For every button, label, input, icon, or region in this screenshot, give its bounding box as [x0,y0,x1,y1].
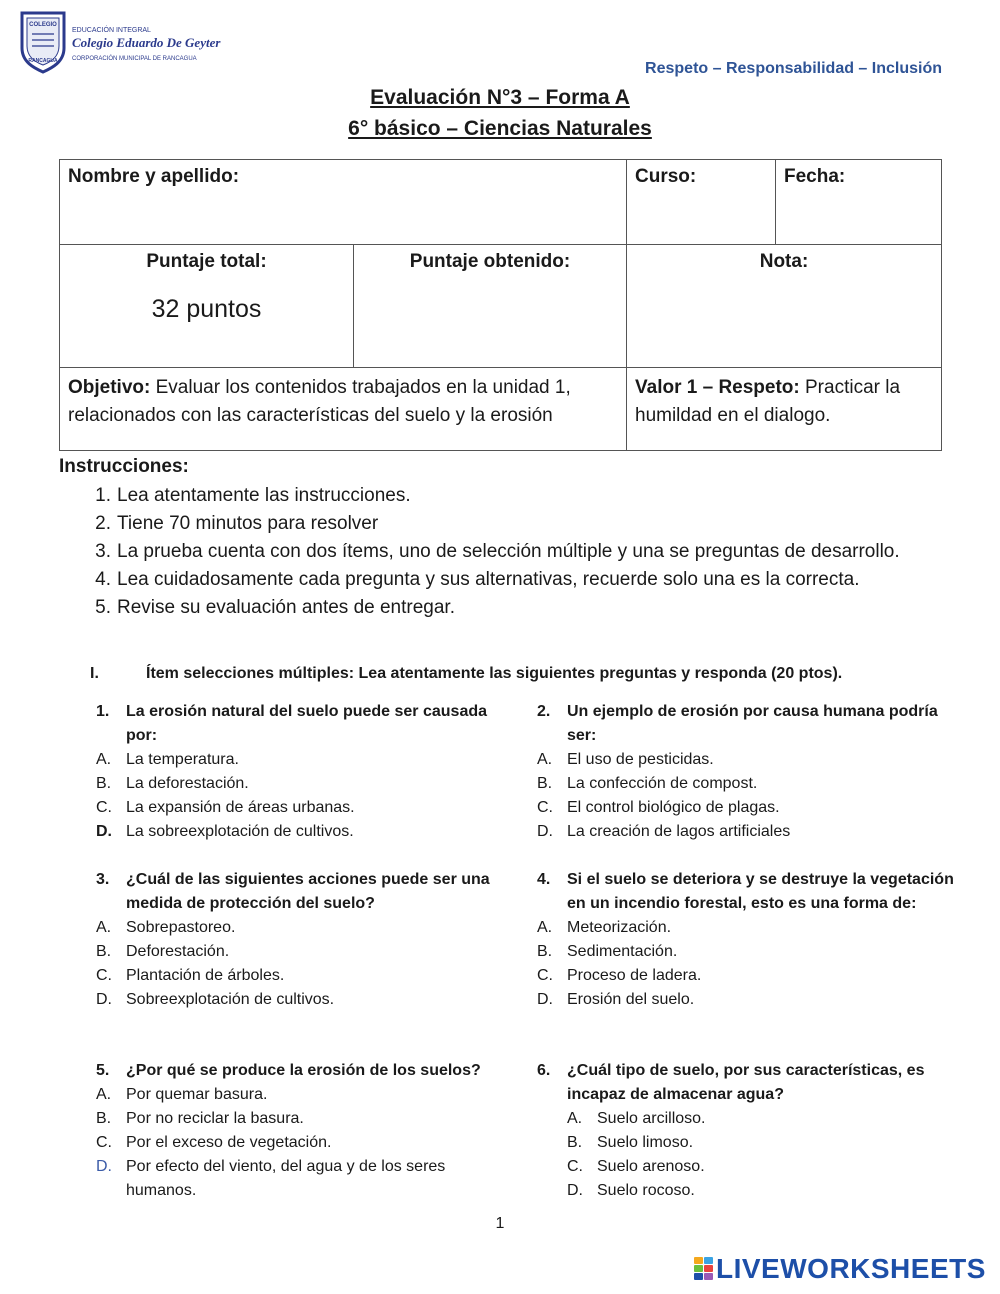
option-d[interactable] [537,988,957,1012]
course-label: Curso: [635,166,697,187]
option-a[interactable] [537,916,957,940]
option-text: Sobrepastoreo. [126,919,236,936]
option-text: Por no reciclar la basura. [126,1110,304,1127]
option-text: La deforestación. [126,775,249,792]
instruction-text: La prueba cuenta con dos ítems, uno de selección múltiple y una se preguntas de desarrollo. [117,541,900,562]
option-text: La sobreexplotación de cultivos. [126,823,354,840]
option-letter: D. [96,1158,112,1175]
date-label: Fecha: [784,166,846,187]
option-d[interactable] [537,820,957,844]
option-b[interactable] [537,1131,957,1155]
page-title: Evaluación N°3 – Forma A [370,86,630,109]
obtained-score-label: Puntaje obtenido: [409,251,571,272]
option-letter: B. [537,775,553,792]
option-letter: C. [537,799,553,816]
option-text: Deforestación. [126,943,230,960]
question-number: 3. [96,871,110,888]
option-letter: A. [96,751,112,768]
option-text: La temperatura. [126,751,239,768]
page-subtitle: 6° básico – Ciencias Naturales [348,117,652,140]
total-score-cell [60,245,354,368]
instruction-number: 3. [95,541,111,562]
question-number: 6. [537,1062,551,1079]
option-letter: D. [96,991,112,1008]
name-field[interactable] [60,160,627,245]
liveworksheets-text: LIVEWORKSHEETS [716,1253,986,1284]
question-stem: ¿Por qué se produce la erosión de los suelos? [126,1062,481,1079]
option-b[interactable] [96,772,516,796]
liveworksheets-logo-icon [694,1257,714,1281]
option-d[interactable] [96,820,516,844]
instruction-text: Lea cuidadosamente cada pregunta y sus alternativas, recuerde solo una es la correcta. [117,569,860,590]
option-d[interactable] [537,1179,957,1203]
option-b[interactable] [96,1107,516,1131]
question-stem: La erosión natural del suelo puede ser causada por: [126,703,488,744]
option-letter: A. [96,919,112,936]
option-letter: C. [567,1158,583,1175]
option-letter: B. [96,1110,112,1127]
option-letter: D. [567,1182,583,1199]
total-score-label: Puntaje total: [146,251,267,272]
option-c[interactable] [96,1131,516,1155]
instruction-item [59,594,939,622]
instruction-number: 2. [95,513,111,534]
question-4 [537,868,957,1012]
option-text: Por el exceso de vegetación. [126,1134,332,1151]
instruction-number: 4. [95,569,111,590]
question-5 [96,1059,516,1203]
option-a[interactable] [96,1083,516,1107]
instruction-item [59,566,939,594]
question-number: 2. [537,703,551,720]
option-text: El control biológico de plagas. [567,799,780,816]
option-text: Suelo arcilloso. [597,1110,706,1127]
option-b[interactable] [537,940,957,964]
logo-line1: EDUCACIÓN INTEGRAL [72,27,151,34]
grade-label: Nota: [759,251,809,272]
question-stem: ¿Cuál de las siguientes acciones puede ser una medida de protección del suelo? [126,871,490,912]
name-label: Nombre y apellido: [68,166,240,187]
instruction-text: Revise su evaluación antes de entregar. [117,597,455,618]
option-b[interactable] [96,940,516,964]
value-cell [627,368,942,451]
option-letter: B. [567,1134,583,1151]
question-stem: ¿Cuál tipo de suelo, por sus características, es incapaz de almacenar agua? [567,1062,925,1103]
option-a[interactable] [537,1107,957,1131]
liveworksheets-brand[interactable] [694,1252,986,1286]
value-label: Valor 1 – Respeto: [635,377,800,398]
question-1 [96,700,516,844]
option-text: Por quemar basura. [126,1086,268,1103]
question-number: 4. [537,871,551,888]
option-text: La expansión de áreas urbanas. [126,799,355,816]
school-shield-icon [18,10,238,74]
option-letter: B. [96,775,112,792]
section-number: I. [90,665,99,682]
option-text: La confección de compost. [567,775,758,792]
option-text: Por efecto del viento, del agua y de los seres humanos. [126,1158,446,1199]
question-number: 1. [96,703,110,720]
question-3 [96,868,516,1012]
instruction-item [59,482,939,510]
option-d[interactable] [96,988,516,1012]
option-text: Proceso de ladera. [567,967,702,984]
option-letter: C. [537,967,553,984]
school-motto: Respeto – Responsabilidad – Inclusión [645,60,942,77]
question-2 [537,700,957,844]
logo-line3: CORPORACIÓN MUNICIPAL DE RANCAGUA [72,56,197,62]
option-letter: A. [537,751,553,768]
value-text: Practicar la humildad en el dialogo. [635,377,901,426]
option-a[interactable] [537,748,957,772]
shield-bottom-text: RANCAGUA [28,58,58,64]
instruction-item [59,538,939,566]
option-letter: C. [96,799,112,816]
page-number: 1 [495,1215,505,1232]
option-letter: C. [96,967,112,984]
option-text: Meteorización. [567,919,672,936]
objective-cell [60,368,627,451]
option-text: Suelo rocoso. [597,1182,695,1199]
total-score-value: 32 puntos [151,295,262,323]
option-text: La creación de lagos artificiales [567,823,791,840]
option-c[interactable] [537,796,957,820]
instruction-number: 5. [95,597,111,618]
option-c[interactable] [537,1155,957,1179]
option-text: Plantación de árboles. [126,967,285,984]
section-text: Ítem selecciones múltiples: Lea atentamente las siguientes preguntas y responda (20 ptos). [146,665,843,682]
option-text: El uso de pesticidas. [567,751,714,768]
option-letter: B. [96,943,112,960]
option-c[interactable] [537,964,957,988]
option-letter: D. [96,823,112,840]
obtained-score-field[interactable] [354,245,627,368]
option-a[interactable] [96,916,516,940]
option-text: Suelo limoso. [597,1134,694,1151]
student-info-table [59,159,942,451]
instructions-title: Instrucciones: [59,456,189,477]
instruction-number: 1. [95,485,111,506]
option-letter: A. [96,1086,112,1103]
shield-top-text: COLEGIO [29,22,57,28]
option-letter: C. [96,1134,112,1151]
option-letter: A. [567,1110,583,1127]
question-stem: Si el suelo se deteriora y se destruye la vegetación en un incendio forestal, esto es una forma de: [567,871,954,912]
objective-text: Evaluar los contenidos trabajados en la unidad 1, relacionados con las características del suelo y la erosión [68,377,571,426]
option-letter: D. [537,823,553,840]
question-stem: Un ejemplo de erosión por causa humana podría ser: [567,703,938,744]
option-b[interactable] [537,772,957,796]
option-text: Sedimentación. [567,943,678,960]
option-c[interactable] [96,964,516,988]
question-6 [537,1059,957,1203]
instruction-text: Tiene 70 minutos para resolver [117,513,379,534]
instructions-list [59,482,939,622]
option-text: Erosión del suelo. [567,991,695,1008]
grade-field[interactable] [627,245,942,368]
school-logo [18,10,238,74]
option-d[interactable] [96,1155,516,1203]
option-letter: A. [537,919,553,936]
instruction-item [59,510,939,538]
logo-school-name: Colegio Eduardo De Geyter [72,35,221,50]
instruction-text: Lea atentamente las instrucciones. [117,485,411,506]
date-field[interactable] [776,160,942,245]
option-letter: B. [537,943,553,960]
question-number: 5. [96,1062,110,1079]
option-letter: D. [537,991,553,1008]
option-a[interactable] [96,748,516,772]
objective-label: Objetivo: [68,377,151,398]
option-c[interactable] [96,796,516,820]
course-field[interactable] [627,160,776,245]
option-text: Suelo arenoso. [597,1158,705,1175]
option-text: Sobreexplotación de cultivos. [126,991,335,1008]
section-heading [90,665,842,683]
